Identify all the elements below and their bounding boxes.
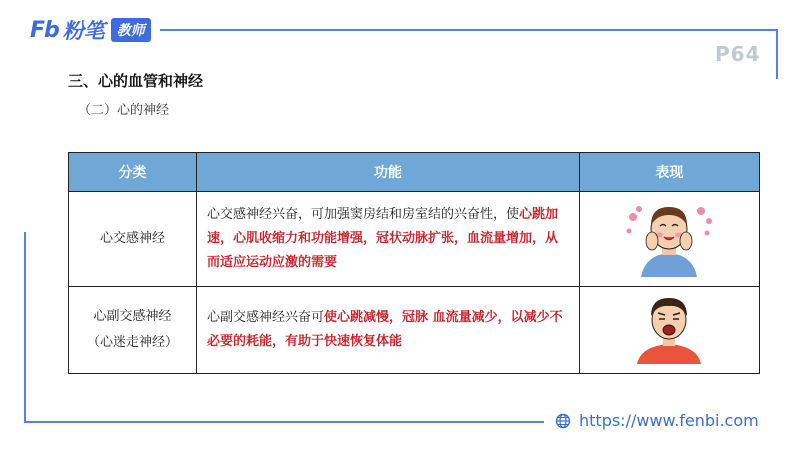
tired-face-illustration	[629, 292, 709, 364]
logo-name: 粉笔	[62, 19, 105, 43]
logo-tag: 教师	[111, 18, 151, 42]
function-highlight: 心跳加速，心肌收缩力和功能增强，冠状动脉扩张，血流量增加，从而适应运动应激的需要	[207, 207, 559, 270]
function-highlight: 使心跳减慢，冠脉 血流量减少，以减少不必要的耗能，有助于快速恢复体能	[207, 310, 563, 349]
manifestation-cell	[579, 192, 759, 287]
table-row	[69, 287, 760, 374]
frame-line-bottom	[24, 421, 544, 423]
table-header-row	[69, 153, 760, 192]
page-number: P64	[715, 42, 761, 66]
table-row	[69, 192, 760, 287]
footer-link[interactable]	[555, 411, 759, 430]
function-cell	[197, 192, 580, 287]
function-text: 心交感神经兴奋，可加强窦房结和房室结的兴奋性，使	[207, 207, 520, 222]
manifestation-cell	[579, 287, 759, 374]
sub-title: （二）心的神经	[78, 103, 170, 118]
excited-face-illustration	[619, 197, 719, 277]
section-title: 三、心的血管和神经	[68, 72, 204, 90]
category-label: 心副交感神经	[93, 309, 172, 324]
frame-line-top	[160, 29, 778, 31]
category-alias: （心迷走神经）	[87, 335, 179, 350]
header-manifestation: 表现	[579, 153, 759, 192]
brand-logo	[30, 17, 151, 43]
logo-mark: Fb	[30, 17, 59, 43]
function-cell	[197, 287, 580, 374]
nerve-table	[68, 152, 760, 374]
category-cell	[69, 287, 197, 374]
function-text: 心副交感神经兴奋可	[207, 310, 325, 325]
category-cell	[69, 192, 197, 287]
frame-line-right	[776, 29, 778, 79]
footer-url[interactable]: https://www.fenbi.com	[579, 411, 759, 430]
header-category: 分类	[69, 153, 197, 192]
globe-icon	[555, 413, 571, 429]
category-label: 心交感神经	[100, 231, 166, 246]
frame-line-left	[24, 232, 26, 422]
header-function: 功能	[197, 153, 580, 192]
